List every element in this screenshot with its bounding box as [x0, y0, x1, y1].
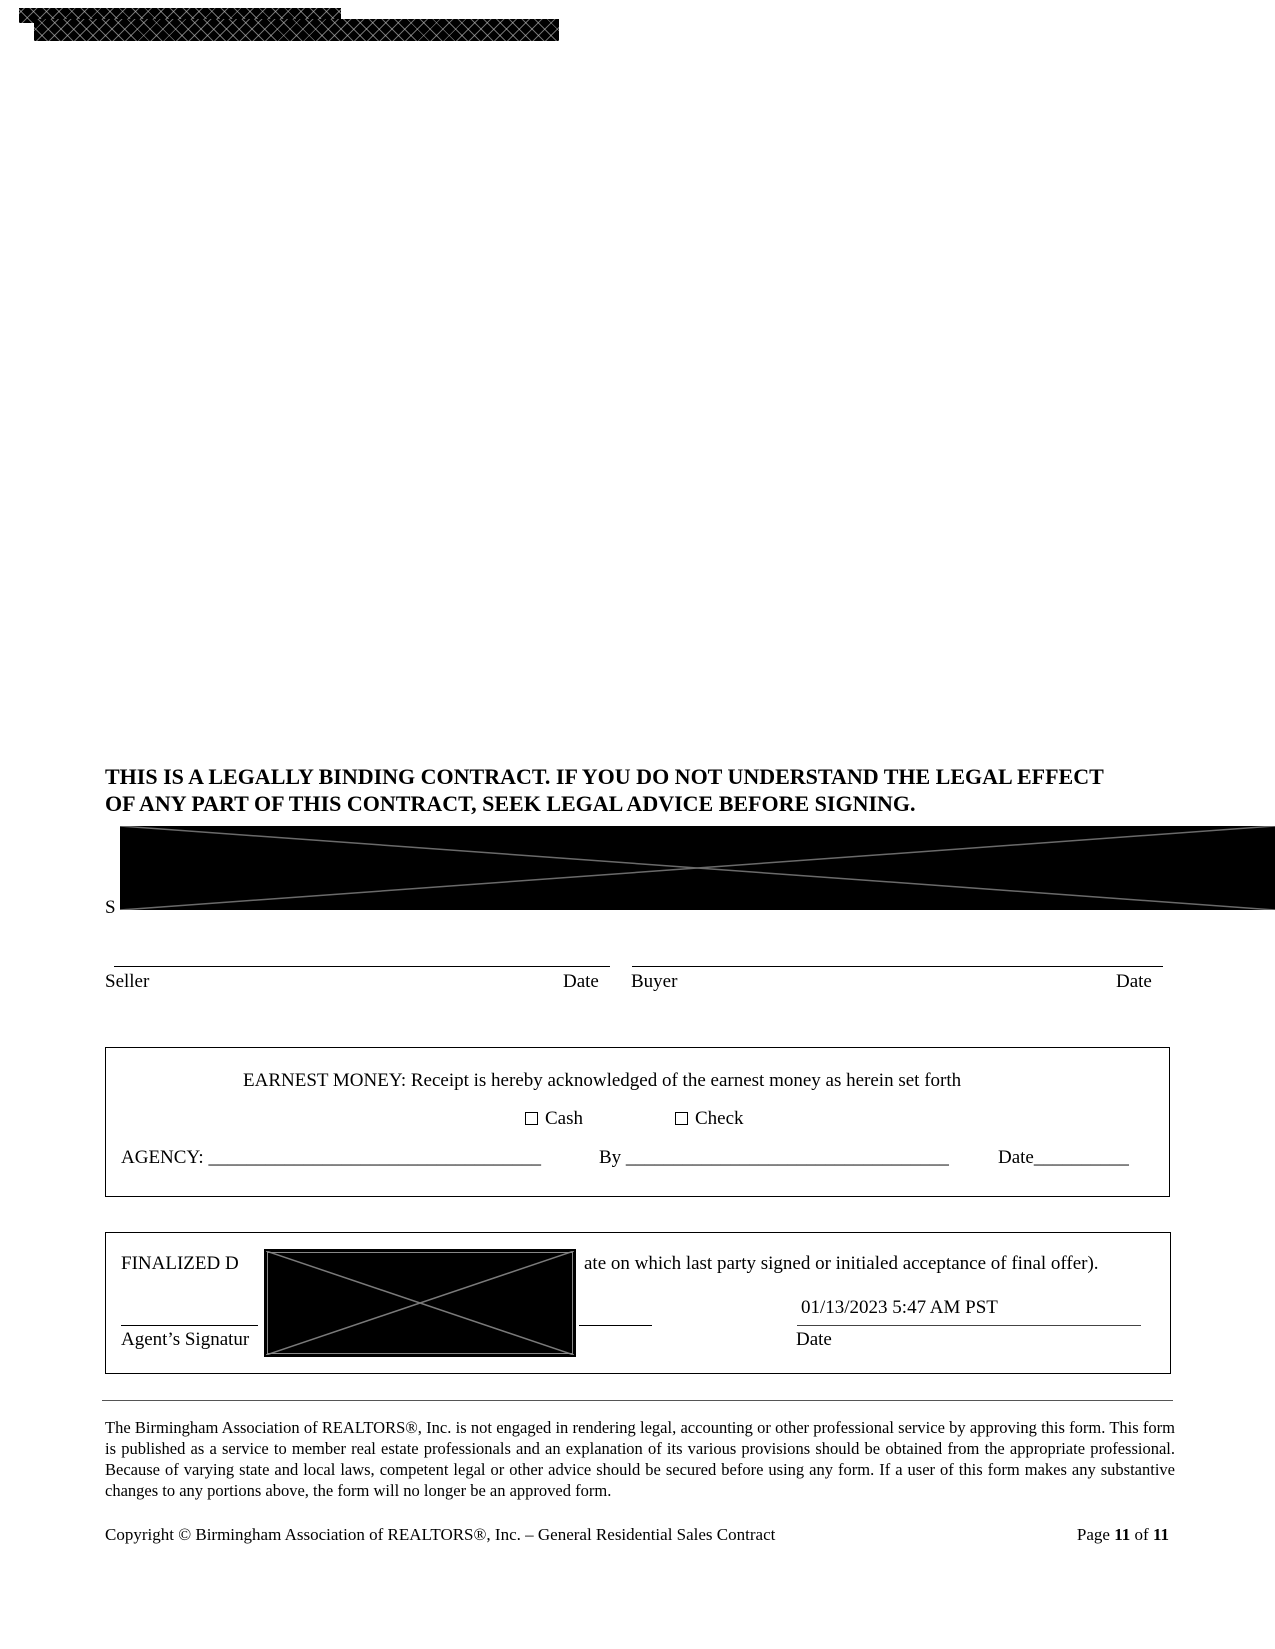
- legal-warning-line-1: THIS IS A LEGALLY BINDING CONTRACT. IF YOU DO NOT UNDERSTAND THE LEGAL EFFECT: [105, 764, 1104, 789]
- check-option[interactable]: [675, 1108, 744, 1130]
- page-prefix: Page: [1076, 1525, 1115, 1544]
- check-checkbox[interactable]: [675, 1112, 688, 1125]
- by-field[interactable]: By __________________________________: [599, 1147, 949, 1168]
- seller-label: Seller: [105, 971, 150, 992]
- agency-field[interactable]: AGENCY: ___________________________________: [121, 1147, 541, 1168]
- redaction-signature-area: [120, 826, 1275, 910]
- cash-label: Cash: [545, 1108, 583, 1129]
- footer-disclaimer: The Birmingham Association of REALTORS®, Inc. is not engaged in rendering legal, accounting or other professional service by approving this form. This form is published as a service to member real estate professionals and an explanation of its various provisions should be obtained from the appropriate professional. Because of varying state and local laws, competent legal or other advice should be secured before using any form. If a user of this form makes any substantive changes to any portions above, the form will no longer be an approved form.: [105, 1418, 1175, 1500]
- finalized-date-box: [105, 1232, 1171, 1374]
- finalized-label-end: ate on which last party signed or initialed acceptance of final offer).: [584, 1253, 1099, 1274]
- legal-warning-line-2: OF ANY PART OF THIS CONTRACT, SEEK LEGAL ADVICE BEFORE SIGNING.: [105, 791, 916, 816]
- redaction-bar-top-wide: [34, 19, 559, 41]
- buyer-signature-line[interactable]: [632, 966, 1163, 967]
- finalized-timestamp: 01/13/2023 5:47 AM PST: [801, 1297, 998, 1318]
- finalized-label-start: FINALIZED D: [121, 1253, 239, 1274]
- buyer-label: Buyer: [631, 971, 678, 992]
- page-total: 11: [1152, 1525, 1169, 1544]
- page-of: of: [1130, 1525, 1153, 1544]
- earnest-money-box: [105, 1047, 1170, 1197]
- check-label: Check: [695, 1108, 744, 1129]
- page-number: [1077, 1525, 1169, 1545]
- seller-date-label: Date: [563, 971, 599, 992]
- legal-warning: [105, 763, 1185, 817]
- footer-copyright: Copyright © Birmingham Association of REALTORS®, Inc. – General Residential Sales Contract: [105, 1525, 776, 1544]
- agent-signature-line-left[interactable]: [121, 1325, 258, 1326]
- earnest-date-field[interactable]: Date__________: [998, 1147, 1129, 1168]
- footer-divider: [102, 1400, 1173, 1401]
- finalized-date-line[interactable]: [797, 1325, 1141, 1326]
- earnest-money-receipt-text: EARNEST MONEY: Receipt is hereby acknowledged of the earnest money as herein set forth: [243, 1070, 962, 1091]
- page-current: 11: [1114, 1525, 1131, 1544]
- cash-option[interactable]: [525, 1108, 583, 1130]
- agent-signature-label: Agent’s Signatur: [121, 1329, 250, 1350]
- buyer-date-label: Date: [1116, 971, 1152, 992]
- agent-signature-line-right[interactable]: [579, 1325, 652, 1326]
- finalized-date-label: Date: [796, 1329, 832, 1350]
- partial-signature-label: S: [105, 897, 116, 918]
- redaction-agent-signature: [264, 1249, 576, 1357]
- seller-signature-line[interactable]: [114, 966, 610, 967]
- cash-checkbox[interactable]: [525, 1112, 538, 1125]
